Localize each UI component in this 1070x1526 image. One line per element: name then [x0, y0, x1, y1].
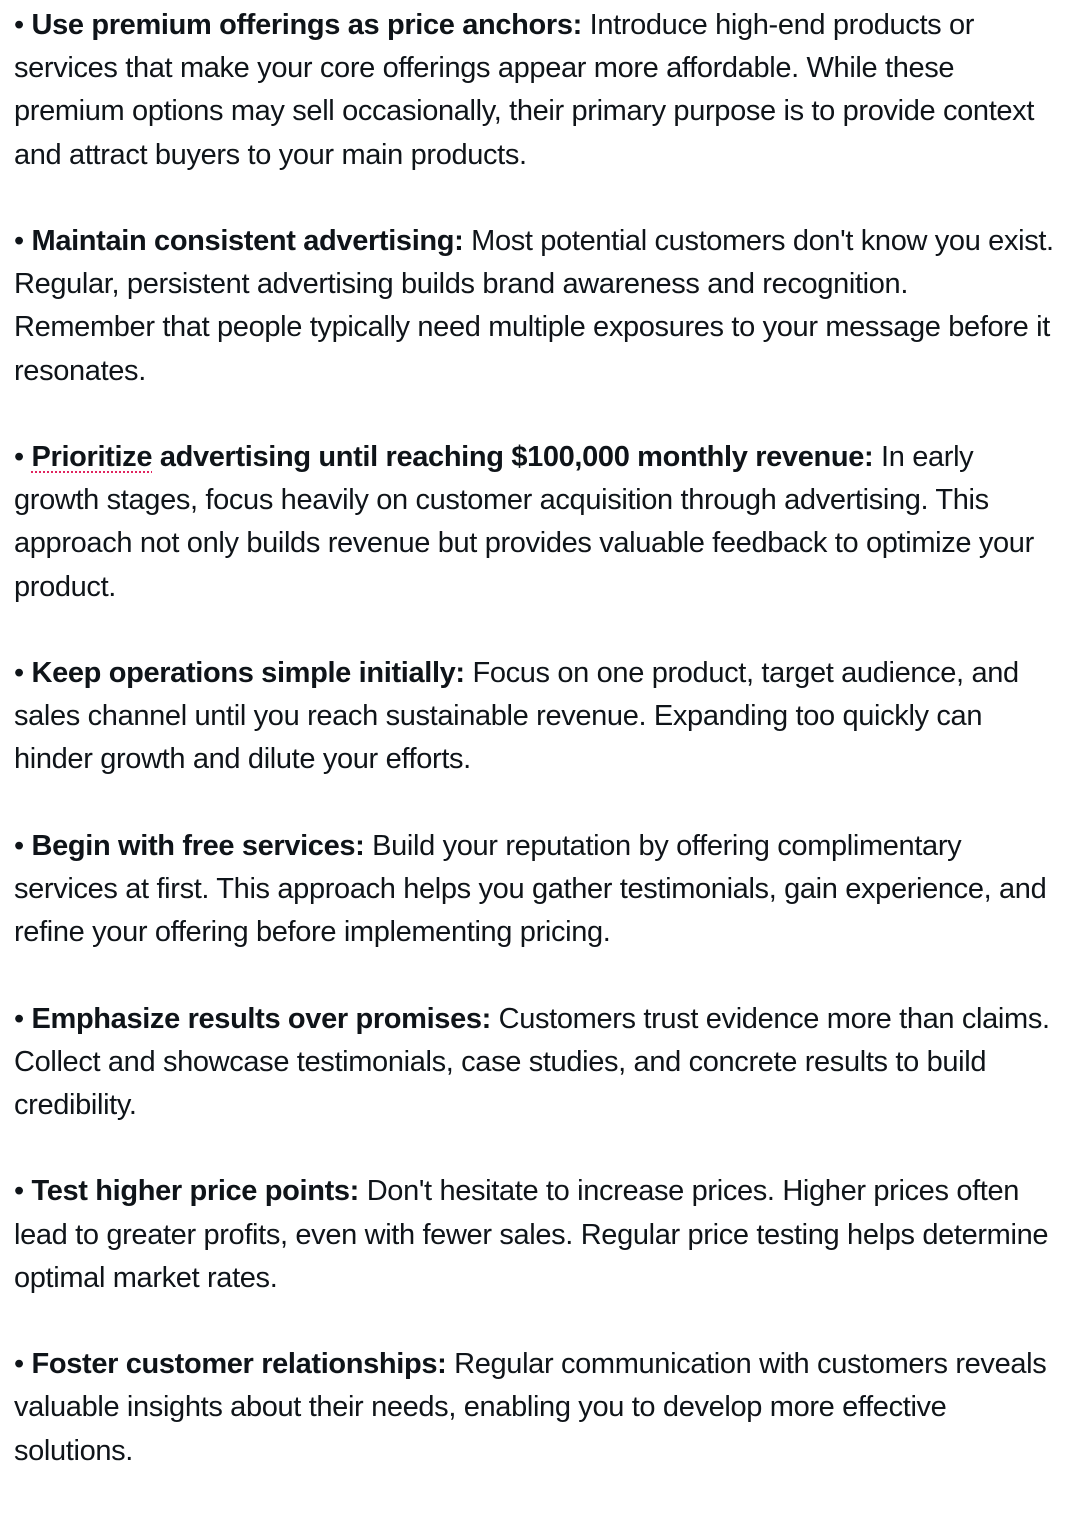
- item-heading: Maintain consistent advertising:: [31, 225, 464, 257]
- item-body: Regular communication with customers reveals valuable insights about their needs, enabling you to develop more effective solutions.: [14, 1348, 1047, 1467]
- item-heading: Begin with free services:: [31, 829, 365, 862]
- list-item: [14, 4, 1056, 177]
- spellcheck-flagged-word[interactable]: Prioritize: [31, 441, 153, 473]
- bullet-marker: •: [14, 829, 32, 862]
- item-body: Customers trust evidence more than claims. Collect and showcase testimonials, case studies, and concrete results to build credibility.: [14, 1002, 1050, 1121]
- item-body: Most potential customers don't know you exist. Regular, persistent advertising builds brand awareness and recognition. Remember that people typically need multiple exposures to your message before it resonates.: [14, 225, 1054, 387]
- bullet-marker: •: [14, 1175, 32, 1208]
- list-item: [14, 1170, 1056, 1300]
- bullet-marker: •: [14, 1348, 32, 1381]
- item-body: Don't hesitate to increase prices. Higher prices often lead to greater profits, even with fewer sales. Regular price testing helps determine optimal market rates.: [14, 1175, 1049, 1294]
- list-item: [14, 825, 1056, 955]
- item-body: In early growth stages, focus heavily on customer acquisition through advertising. This approach not only builds revenue but provides valuable feedback to optimize your product.: [14, 441, 1034, 603]
- item-heading: Use premium offerings as price anchors:: [31, 9, 582, 41]
- bullet-marker: •: [14, 9, 32, 41]
- bullet-marker: •: [14, 225, 32, 257]
- list-item: [14, 220, 1056, 393]
- item-body: Build your reputation by offering complimentary services at first. This approach helps you gather testimonials, gain experience, and refine your offering before implementing pricing.: [14, 829, 1047, 949]
- bullet-marker: •: [14, 1002, 32, 1035]
- list-item: [14, 998, 1056, 1128]
- item-heading: Test higher price points:: [31, 1175, 359, 1208]
- item-heading: Emphasize results over promises:: [31, 1002, 491, 1035]
- list-item: [14, 436, 1056, 609]
- list-item: [14, 652, 1056, 782]
- item-body: Focus on one product, target audience, and sales channel until you reach sustainable revenue. Expanding too quickly can hinder growth and dilute your efforts.: [14, 657, 1019, 776]
- item-heading: Keep operations simple initially:: [31, 657, 465, 689]
- item-heading: advertising until reaching $100,000 monthly revenue:: [152, 441, 874, 473]
- bullet-marker: •: [14, 657, 32, 689]
- bullet-marker: •: [14, 441, 32, 473]
- list-item: [14, 1343, 1056, 1473]
- item-body: Introduce high-end products or services that make your core offerings appear more affordable. While these premium options may sell occasionally, their primary purpose is to provide context and attract buyers to your main products.: [14, 9, 1035, 171]
- item-heading: Foster customer relationships:: [31, 1348, 447, 1381]
